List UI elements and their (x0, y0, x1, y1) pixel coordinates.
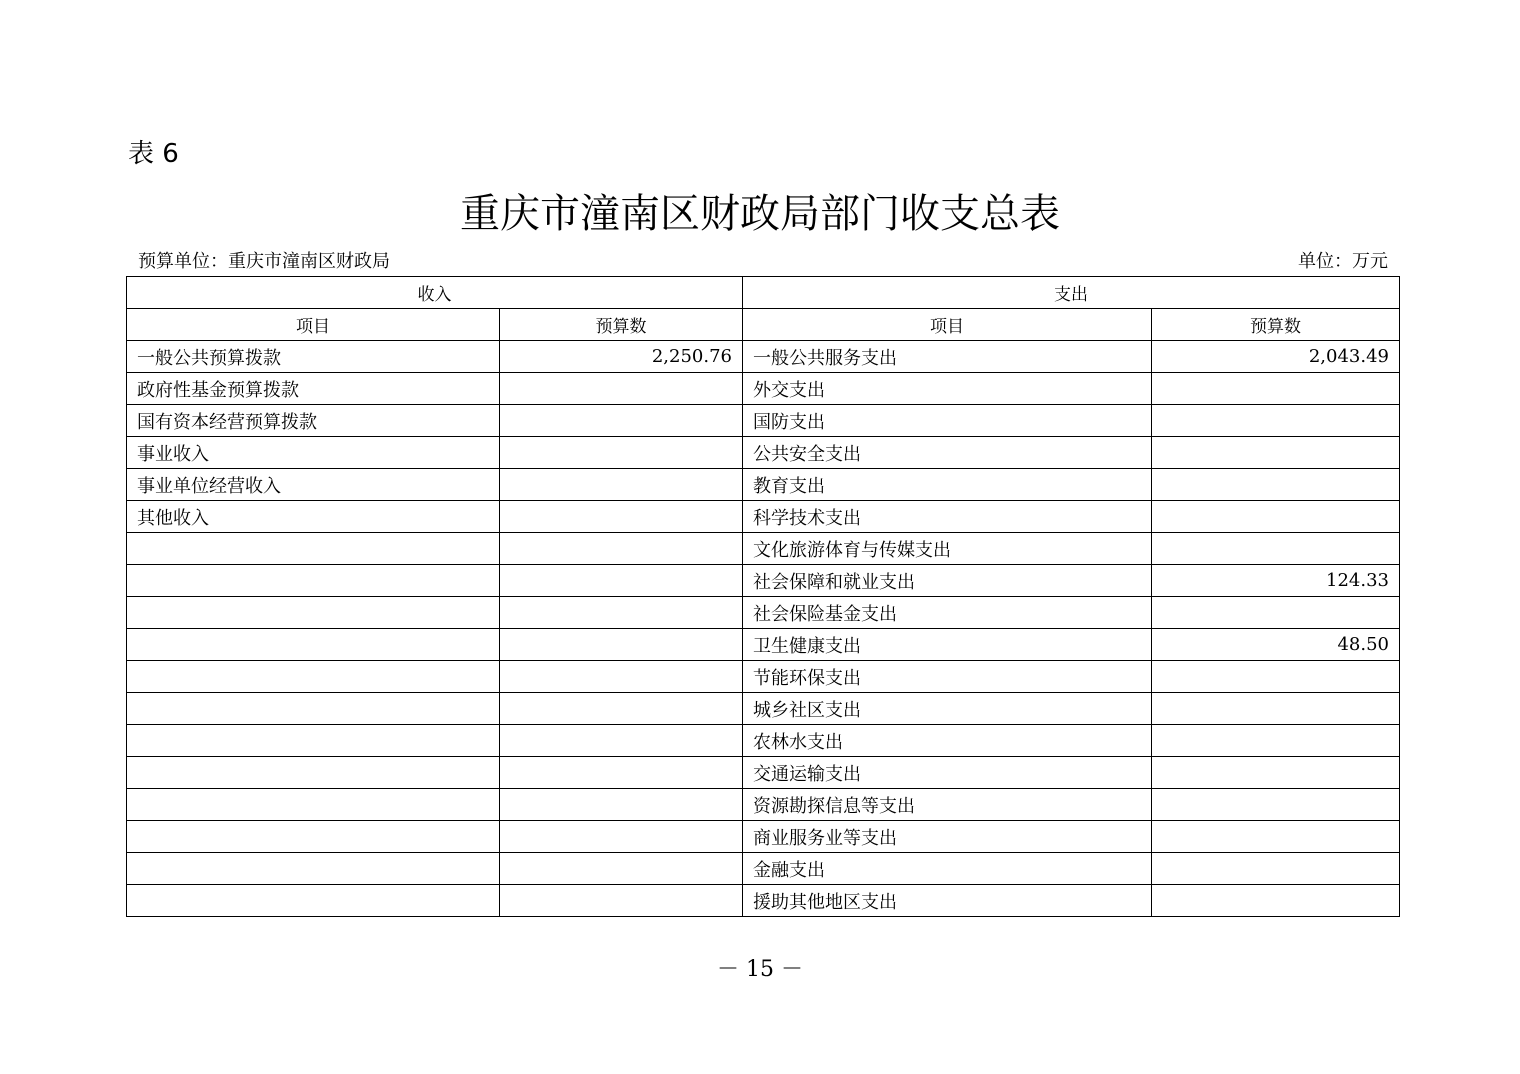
income-amount-cell (500, 533, 743, 565)
income-amount-cell (500, 373, 743, 405)
income-item-cell: 一般公共预算拨款 (127, 341, 500, 373)
income-item-cell (127, 885, 500, 917)
table-row (127, 821, 1400, 853)
expenditure-item-cell: 社会保障和就业支出 (743, 565, 1152, 597)
currency-unit: 单位：万元 (1298, 251, 1388, 272)
income-amount-cell (500, 693, 743, 725)
income-amount-cell (500, 405, 743, 437)
expenditure-item-cell: 科学技术支出 (743, 501, 1152, 533)
expenditure-amount-cell (1152, 725, 1400, 757)
table-row (127, 405, 1400, 437)
expenditure-item-cell: 一般公共服务支出 (743, 341, 1152, 373)
table-body (127, 341, 1400, 917)
table-row (127, 341, 1400, 373)
income-item-cell: 事业收入 (127, 437, 500, 469)
income-amount-cell (500, 629, 743, 661)
table-label: 表 6 (128, 139, 179, 169)
expenditure-item-cell: 交通运输支出 (743, 757, 1152, 789)
meta-row (138, 250, 1388, 274)
income-amount-cell (500, 565, 743, 597)
expenditure-amount-cell (1152, 693, 1400, 725)
income-item-cell (127, 565, 500, 597)
expenditure-amount-cell (1152, 405, 1400, 437)
table-row (127, 661, 1400, 693)
expenditure-amount-cell (1152, 437, 1400, 469)
expenditure-amount-cell (1152, 373, 1400, 405)
income-item-cell (127, 597, 500, 629)
expenditure-amount-cell (1152, 597, 1400, 629)
expenditure-item-cell: 教育支出 (743, 469, 1152, 501)
table-row (127, 885, 1400, 917)
expenditure-item-cell: 外交支出 (743, 373, 1152, 405)
expenditure-amount-cell (1152, 821, 1400, 853)
income-amount-cell (500, 725, 743, 757)
expenditure-amount-cell (1152, 853, 1400, 885)
expenditure-item-cell: 公共安全支出 (743, 437, 1152, 469)
budget-unit: 预算单位：重庆市潼南区财政局 (138, 251, 390, 272)
expenditure-item-cell: 援助其他地区支出 (743, 885, 1152, 917)
income-item-cell (127, 853, 500, 885)
income-amount-cell (500, 885, 743, 917)
expenditure-amount-cell (1152, 469, 1400, 501)
income-amount-cell (500, 757, 743, 789)
income-item-cell (127, 533, 500, 565)
table-row (127, 501, 1400, 533)
income-item-cell: 其他收入 (127, 501, 500, 533)
table-row (127, 693, 1400, 725)
income-item-cell (127, 725, 500, 757)
expenditure-amount-cell (1152, 661, 1400, 693)
income-amount-cell (500, 469, 743, 501)
income-amount-cell (500, 821, 743, 853)
expenditure-amount-cell (1152, 533, 1400, 565)
income-item-cell (127, 661, 500, 693)
table-row (127, 789, 1400, 821)
expenditure-item-cell: 商业服务业等支出 (743, 821, 1152, 853)
table-row (127, 565, 1400, 597)
page-number: － 15 － (717, 957, 803, 982)
expenditure-header: 支出 (743, 277, 1400, 309)
group-header-row (127, 277, 1400, 309)
table-row (127, 533, 1400, 565)
expenditure-item-cell: 农林水支出 (743, 725, 1152, 757)
income-item-cell (127, 821, 500, 853)
expenditure-item-cell: 节能环保支出 (743, 661, 1152, 693)
income-amount-cell (500, 853, 743, 885)
table-row (127, 757, 1400, 789)
income-item-cell: 国有资本经营预算拨款 (127, 405, 500, 437)
expenditure-item-cell: 社会保险基金支出 (743, 597, 1152, 629)
income-item-cell (127, 757, 500, 789)
income-amount-cell (500, 597, 743, 629)
table-row (127, 725, 1400, 757)
income-item-header: 项目 (127, 309, 500, 341)
expenditure-amount-cell (1152, 885, 1400, 917)
expenditure-amount-cell (1152, 757, 1400, 789)
expenditure-amount-cell: 2,043.49 (1152, 341, 1400, 373)
expenditure-item-cell: 国防支出 (743, 405, 1152, 437)
income-item-cell: 政府性基金预算拨款 (127, 373, 500, 405)
table-row (127, 373, 1400, 405)
expenditure-item-cell: 资源勘探信息等支出 (743, 789, 1152, 821)
income-amount-cell (500, 661, 743, 693)
table-row (127, 597, 1400, 629)
expenditure-amount-cell: 124.33 (1152, 565, 1400, 597)
expenditure-item-cell: 城乡社区支出 (743, 693, 1152, 725)
income-amount-cell (500, 437, 743, 469)
income-item-cell: 事业单位经营收入 (127, 469, 500, 501)
income-item-cell (127, 789, 500, 821)
expenditure-item-cell: 金融支出 (743, 853, 1152, 885)
expenditure-item-cell: 文化旅游体育与传媒支出 (743, 533, 1152, 565)
income-amount-header: 预算数 (500, 309, 743, 341)
income-item-cell (127, 693, 500, 725)
income-amount-cell (500, 789, 743, 821)
table-row (127, 629, 1400, 661)
expenditure-item-header: 项目 (743, 309, 1152, 341)
income-amount-cell (500, 501, 743, 533)
budget-table (126, 276, 1400, 917)
expenditure-amount-header: 预算数 (1152, 309, 1400, 341)
income-item-cell (127, 629, 500, 661)
income-header: 收入 (127, 277, 743, 309)
expenditure-item-cell: 卫生健康支出 (743, 629, 1152, 661)
expenditure-amount-cell: 48.50 (1152, 629, 1400, 661)
table-row (127, 469, 1400, 501)
expenditure-amount-cell (1152, 789, 1400, 821)
income-amount-cell: 2,250.76 (500, 341, 743, 373)
table-row (127, 437, 1400, 469)
page-title: 重庆市潼南区财政局部门收支总表 (460, 191, 1060, 237)
table-row (127, 853, 1400, 885)
expenditure-amount-cell (1152, 501, 1400, 533)
column-header-row (127, 309, 1400, 341)
